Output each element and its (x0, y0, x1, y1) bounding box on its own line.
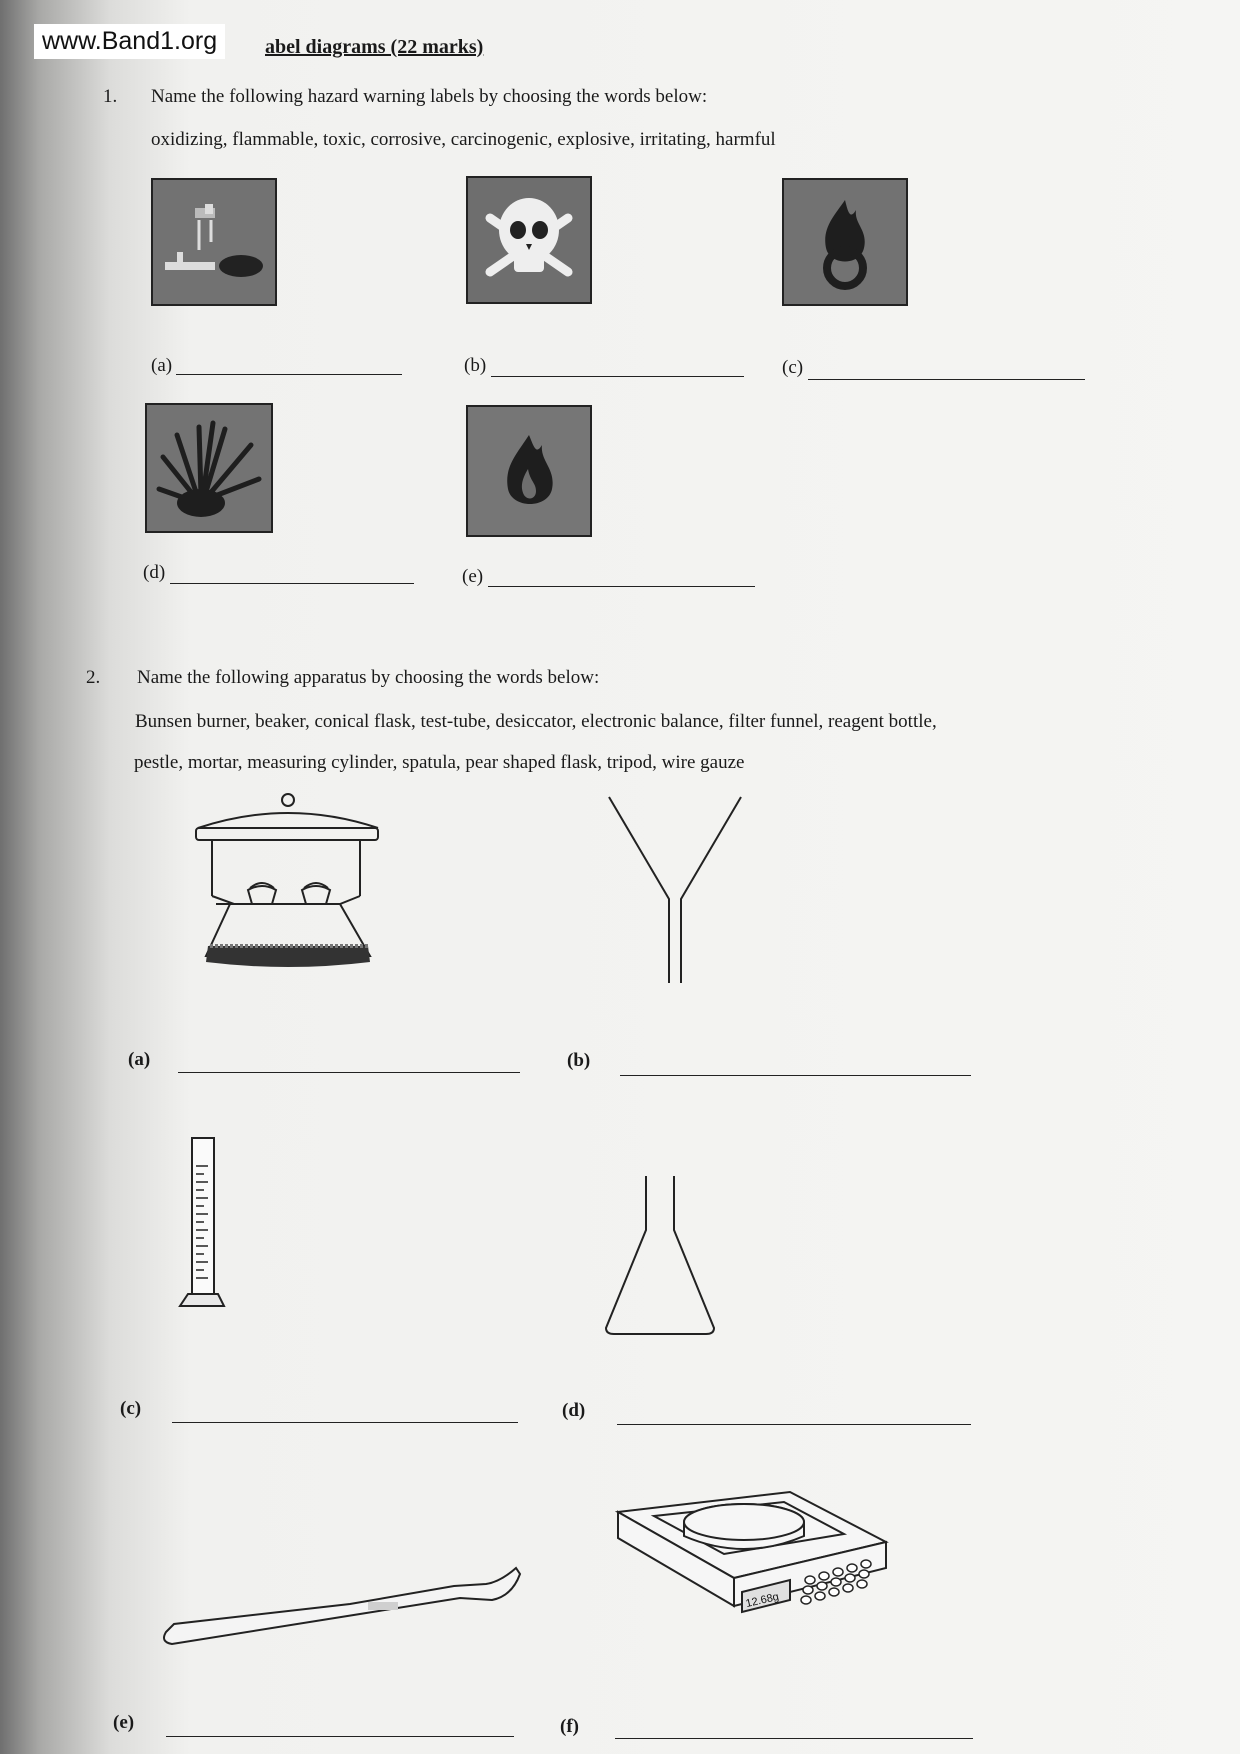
q1-label-e: (e) (462, 566, 484, 587)
page-title: abel diagrams (22 marks) (265, 36, 484, 58)
watermark: www.Band1.org (34, 24, 225, 59)
q2-label-a: (a) (128, 1049, 151, 1070)
q2-answer-line-f[interactable] (615, 1738, 973, 1739)
question-1-instruction: Name the following hazard warning labels by choosing the words below: (151, 86, 708, 107)
question-2-word-bank-line-1: Bunsen burner, beaker, conical flask, test-tube, desiccator, electronic balance, filter funnel, reagent bottle, (135, 711, 937, 732)
desiccator-icon (190, 790, 380, 980)
q1-answer-line-d[interactable] (170, 583, 414, 584)
question-2-number: 2. (86, 667, 101, 688)
skull-crossbones-icon (466, 176, 592, 304)
q2-answer-line-e[interactable] (166, 1736, 514, 1737)
explosion-icon (145, 403, 273, 533)
q2-label-f: (f) (560, 1716, 579, 1737)
q1-label-d: (d) (143, 562, 166, 583)
q2-answer-line-d[interactable] (617, 1424, 971, 1425)
q1-label-a: (a) (151, 355, 173, 376)
q1-label-b: (b) (464, 355, 487, 376)
flame-over-circle-icon (782, 178, 908, 306)
q2-label-e: (e) (113, 1712, 135, 1733)
q2-label-c: (c) (120, 1398, 142, 1419)
question-1-word-bank: oxidizing, flammable, toxic, corrosive, carcinogenic, explosive, irritating, harmful (151, 129, 776, 150)
q2-answer-line-c[interactable] (172, 1422, 518, 1423)
measuring-cylinder-icon (174, 1136, 230, 1312)
balance-display-readout: 12.68g (744, 1590, 781, 1611)
question-1-number: 1. (103, 86, 118, 107)
q1-answer-line-e[interactable] (488, 586, 755, 587)
q1-answer-line-c[interactable] (808, 379, 1085, 380)
question-2-word-bank-line-2: pestle, mortar, measuring cylinder, spatula, pear shaped flask, tripod, wire gauze (134, 752, 745, 773)
q1-answer-line-a[interactable] (176, 374, 402, 375)
q2-label-d: (d) (562, 1400, 586, 1421)
q2-answer-line-a[interactable] (178, 1072, 520, 1073)
conical-flask-icon (600, 1172, 720, 1338)
flame-icon (466, 405, 592, 537)
question-2-instruction: Name the following apparatus by choosing the words below: (137, 667, 600, 688)
q2-label-b: (b) (567, 1050, 591, 1071)
electronic-balance-icon (614, 1482, 890, 1642)
q1-answer-line-b[interactable] (491, 376, 744, 377)
q1-label-c: (c) (782, 357, 804, 378)
spatula-icon (160, 1560, 528, 1650)
filter-funnel-icon (605, 795, 745, 985)
q2-answer-line-b[interactable] (620, 1075, 971, 1076)
corrosive-icon (151, 178, 277, 306)
